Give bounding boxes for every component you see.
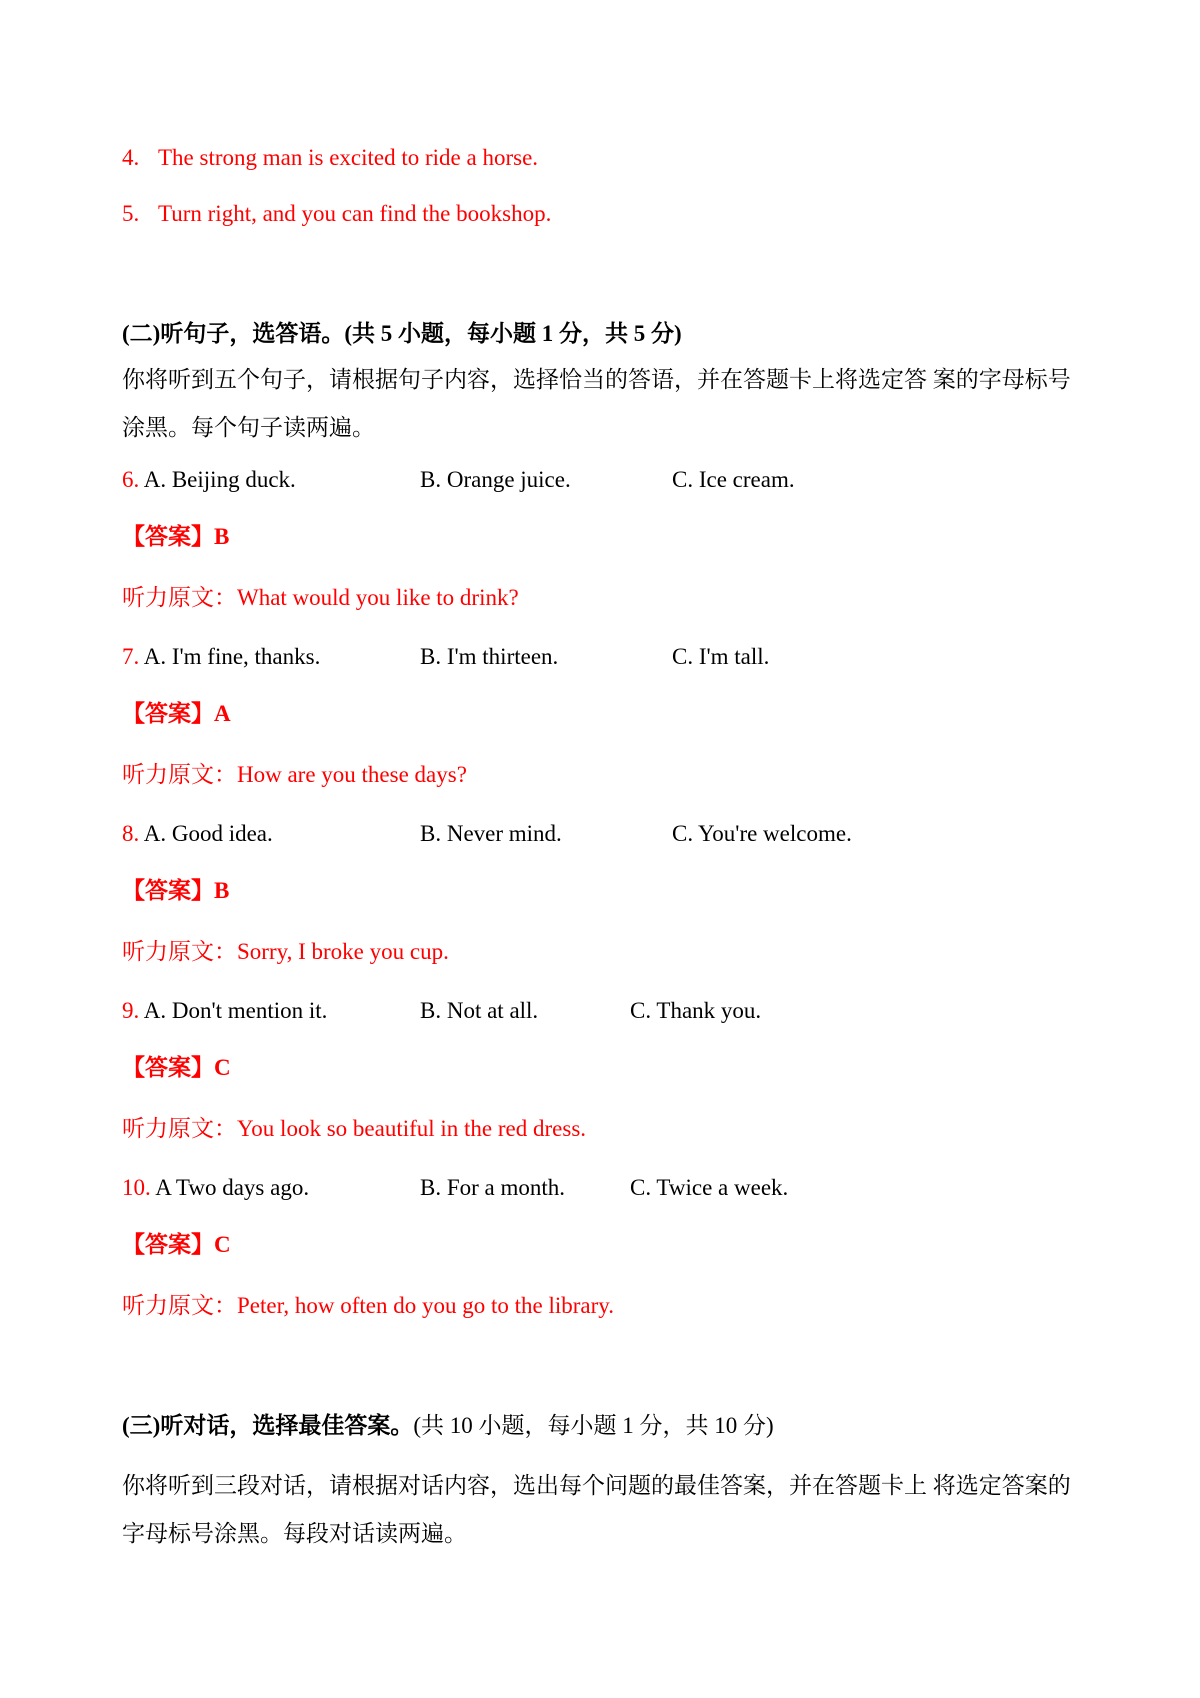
option-c: C. I'm tall. <box>672 644 770 669</box>
option-c: C. Ice cream. <box>672 467 795 492</box>
answer-10: 【答案】C <box>122 1232 231 1257</box>
item-number: 5. <box>122 201 140 226</box>
section3-heading <box>122 1411 774 1441</box>
answer-7: 【答案】A <box>122 701 231 726</box>
question-6 <box>122 465 1092 495</box>
question-number: 9. <box>122 998 140 1023</box>
option-c: C. Twice a week. <box>630 1175 789 1200</box>
answer-8: 【答案】B <box>122 878 230 903</box>
script-8: 听力原文：Sorry, I broke you cup. <box>122 939 449 964</box>
section2-heading: (二)听句子，选答语。(共 5 小题，每小题 1 分，共 5 分) <box>122 321 682 346</box>
answer-6: 【答案】B <box>122 524 230 549</box>
option-a: A. Don't mention it. <box>143 998 328 1023</box>
section3-heading-points: (共 10 小题，每小题 1 分，共 10 分) <box>413 1413 774 1438</box>
option-a: A. Good idea. <box>143 821 273 846</box>
item-4 <box>122 143 538 173</box>
script-6: 听力原文：What would you like to drink? <box>122 585 519 610</box>
script-9: 听力原文：You look so beautiful in the red dress. <box>122 1116 587 1141</box>
question-number: 8. <box>122 821 140 846</box>
section2-instruction: 你将听到五个句子，请根据句子内容，选择恰当的答语，并在答题卡上将选定答 案的字母标号涂黑。每个句子读两遍。 <box>122 367 1071 440</box>
item-text: Turn right, and you can find the bookshop. <box>158 201 552 226</box>
question-8 <box>122 819 1092 849</box>
question-number: 6. <box>122 467 140 492</box>
option-b: B. Never mind. <box>420 821 562 846</box>
option-b: B. I'm thirteen. <box>420 644 559 669</box>
item-5 <box>122 199 551 229</box>
option-b: B. Orange juice. <box>420 467 571 492</box>
section3-heading-bold: (三)听对话，选择最佳答案。 <box>122 1413 414 1438</box>
script-10: 听力原文：Peter, how often do you go to the library. <box>122 1293 615 1318</box>
section3-instruction: 你将听到三段对话，请根据对话内容，选出每个问题的最佳答案，并在答题卡上 将选定答案的字母标号涂黑。每段对话读两遍。 <box>122 1473 1071 1546</box>
item-text: The strong man is excited to ride a horse. <box>158 145 539 170</box>
option-a: A Two days ago. <box>155 1175 310 1200</box>
answer-9: 【答案】C <box>122 1055 231 1080</box>
option-a: A. I'm fine, thanks. <box>143 644 321 669</box>
question-number: 10. <box>122 1175 151 1200</box>
script-7: 听力原文：How are you these days? <box>122 762 467 787</box>
question-9 <box>122 996 1092 1026</box>
question-7 <box>122 642 1092 672</box>
option-b: B. Not at all. <box>420 998 539 1023</box>
option-c: C. Thank you. <box>630 998 762 1023</box>
option-b: B. For a month. <box>420 1175 566 1200</box>
question-number: 7. <box>122 644 140 669</box>
item-number: 4. <box>122 145 140 170</box>
question-10 <box>122 1173 1092 1203</box>
option-c: C. You're welcome. <box>672 821 852 846</box>
option-a: A. Beijing duck. <box>143 467 296 492</box>
